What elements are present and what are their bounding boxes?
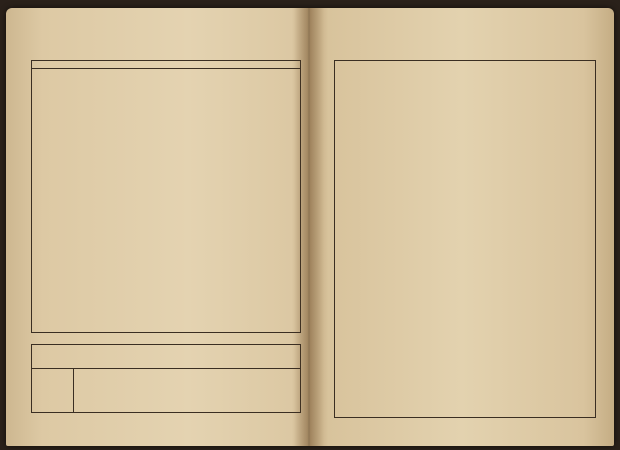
- step-description-cell: [74, 369, 300, 373]
- right-page: [312, 8, 614, 446]
- recipe-box: [31, 60, 301, 333]
- instruction-table: [334, 60, 596, 418]
- step-cell: [32, 369, 74, 413]
- left-page: [6, 8, 308, 446]
- instruction-box: [31, 344, 301, 413]
- divider: [32, 68, 300, 69]
- book-spread: [6, 8, 614, 446]
- instruction-header: [32, 345, 300, 369]
